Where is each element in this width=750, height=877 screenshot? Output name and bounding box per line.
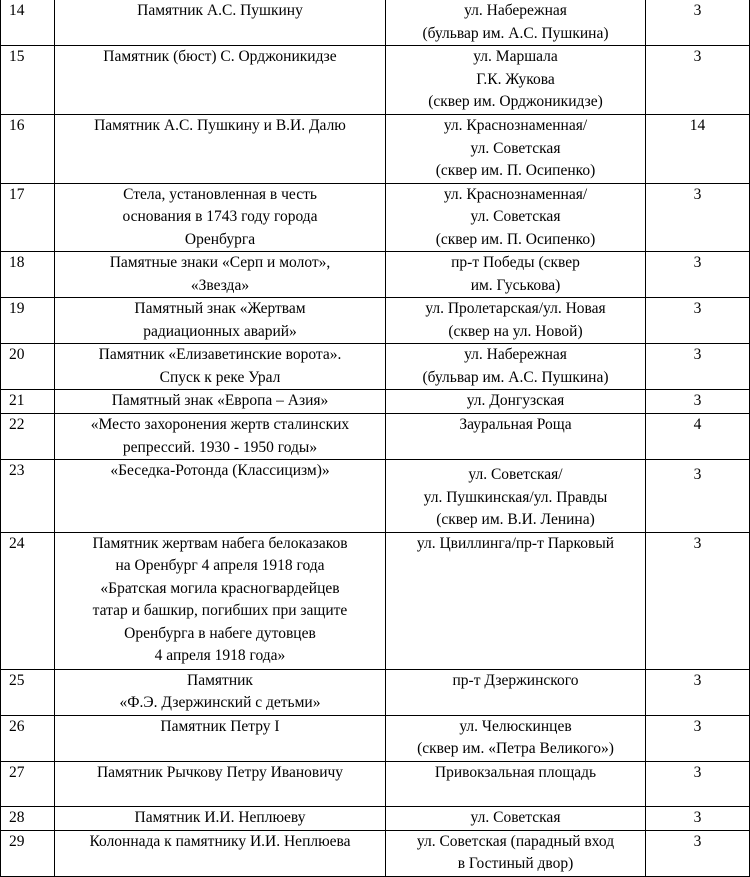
monument-address: ул. Набережная (бульвар им. А.С. Пушкина) xyxy=(386,0,646,46)
row-number: 25 xyxy=(1,669,55,715)
row-value: 3 xyxy=(646,669,750,715)
monument-name: Памятные знаки «Серп и молот», «Звезда» xyxy=(55,252,386,298)
table-body xyxy=(1,0,750,876)
row-value: 3 xyxy=(646,0,750,46)
monument-address: ул. Краснознаменная/ ул. Советская (сквер им. П. Осипенко) xyxy=(386,115,646,184)
monument-name: «Беседка-Ротонда (Классицизм)» xyxy=(55,460,386,533)
row-value: 3 xyxy=(646,715,750,761)
table-row xyxy=(1,344,750,390)
table-row xyxy=(1,183,750,252)
monument-address: ул. Краснознаменная/ ул. Советская (сквер им. П. Осипенко) xyxy=(386,183,646,252)
table-row xyxy=(1,115,750,184)
row-number: 16 xyxy=(1,115,55,184)
row-number: 21 xyxy=(1,390,55,414)
row-value: 3 xyxy=(646,183,750,252)
table-row xyxy=(1,252,750,298)
monument-address: ул. Советская/ ул. Пушкинская/ул. Правды (сквер им. В.И. Ленина) xyxy=(386,460,646,533)
row-value: 3 xyxy=(646,344,750,390)
table-row xyxy=(1,298,750,344)
monument-name: Колоннада к памятнику И.И. Неплюева xyxy=(55,830,386,876)
monument-name: Памятный знак «Жертвам радиационных аварий» xyxy=(55,298,386,344)
monument-address: Привокзальная площадь xyxy=(386,761,646,806)
monument-name: Стела, установленная в честь основания в 1743 году города Оренбурга xyxy=(55,183,386,252)
monument-name: Памятник «Ф.Э. Дзержинский с детьми» xyxy=(55,669,386,715)
monument-address: ул. Челюскинцев (сквер им. «Петра Великого») xyxy=(386,715,646,761)
row-number: 15 xyxy=(1,46,55,115)
monument-name: Памятный знак «Европа – Азия» xyxy=(55,390,386,414)
row-number: 17 xyxy=(1,183,55,252)
row-value: 3 xyxy=(646,252,750,298)
monument-address: ул. Донгузская xyxy=(386,390,646,414)
row-number: 14 xyxy=(1,0,55,46)
row-number: 27 xyxy=(1,761,55,806)
table-row xyxy=(1,532,750,669)
row-value: 3 xyxy=(646,806,750,830)
row-number: 22 xyxy=(1,414,55,460)
monument-address: ул. Набережная (бульвар им. А.С. Пушкина) xyxy=(386,344,646,390)
row-value: 3 xyxy=(646,46,750,115)
table-row xyxy=(1,460,750,533)
monument-address: ул. Советская xyxy=(386,806,646,830)
table-row xyxy=(1,669,750,715)
monument-name: «Место захоронения жертв сталинских репрессий. 1930 - 1950 годы» xyxy=(55,414,386,460)
monument-name: Памятник А.С. Пушкину и В.И. Далю xyxy=(55,115,386,184)
row-number: 29 xyxy=(1,830,55,876)
row-number: 26 xyxy=(1,715,55,761)
table-row xyxy=(1,390,750,414)
monument-address: ул. Маршала Г.К. Жукова (сквер им. Орджоникидзе) xyxy=(386,46,646,115)
monument-address: Зауральная Роща xyxy=(386,414,646,460)
row-value: 3 xyxy=(646,532,750,669)
monument-name: Памятник жертвам набега белоказаков на Оренбург 4 апреля 1918 года «Братская могила красногвардейцев татар и башкир, погибших при защите Оренбурга в набеге дутовцев 4 апреля 1918 года» xyxy=(55,532,386,669)
monument-name: Памятник Петру I xyxy=(55,715,386,761)
monument-address: пр-т Дзержинского xyxy=(386,669,646,715)
row-number: 24 xyxy=(1,532,55,669)
row-value: 3 xyxy=(646,390,750,414)
table-row xyxy=(1,414,750,460)
row-number: 19 xyxy=(1,298,55,344)
row-value: 4 xyxy=(646,414,750,460)
row-number: 18 xyxy=(1,252,55,298)
row-value: 3 xyxy=(646,460,750,533)
monument-name: Памятник «Елизаветинские ворота». Спуск к реке Урал xyxy=(55,344,386,390)
row-number: 28 xyxy=(1,806,55,830)
monument-address: ул. Советская (парадный вход в Гостиный двор) xyxy=(386,830,646,876)
monument-address: ул. Цвиллинга/пр-т Парковый xyxy=(386,532,646,669)
monument-name: Памятник И.И. Неплюеву xyxy=(55,806,386,830)
table-row xyxy=(1,761,750,806)
table-row xyxy=(1,830,750,876)
monument-name: Памятник (бюст) С. Орджоникидзе xyxy=(55,46,386,115)
monument-address: пр-т Победы (сквер им. Гуськова) xyxy=(386,252,646,298)
row-number: 20 xyxy=(1,344,55,390)
row-value: 3 xyxy=(646,761,750,806)
monument-address: ул. Пролетарская/ул. Новая (сквер на ул. Новой) xyxy=(386,298,646,344)
row-number: 23 xyxy=(1,460,55,533)
table-row xyxy=(1,46,750,115)
row-value: 3 xyxy=(646,298,750,344)
table-row xyxy=(1,715,750,761)
table-row xyxy=(1,0,750,46)
row-value: 14 xyxy=(646,115,750,184)
monument-name: Памятник Рычкову Петру Ивановичу xyxy=(55,761,386,806)
row-value: 3 xyxy=(646,830,750,876)
table-row xyxy=(1,806,750,830)
monument-name: Памятник А.С. Пушкину xyxy=(55,0,386,46)
